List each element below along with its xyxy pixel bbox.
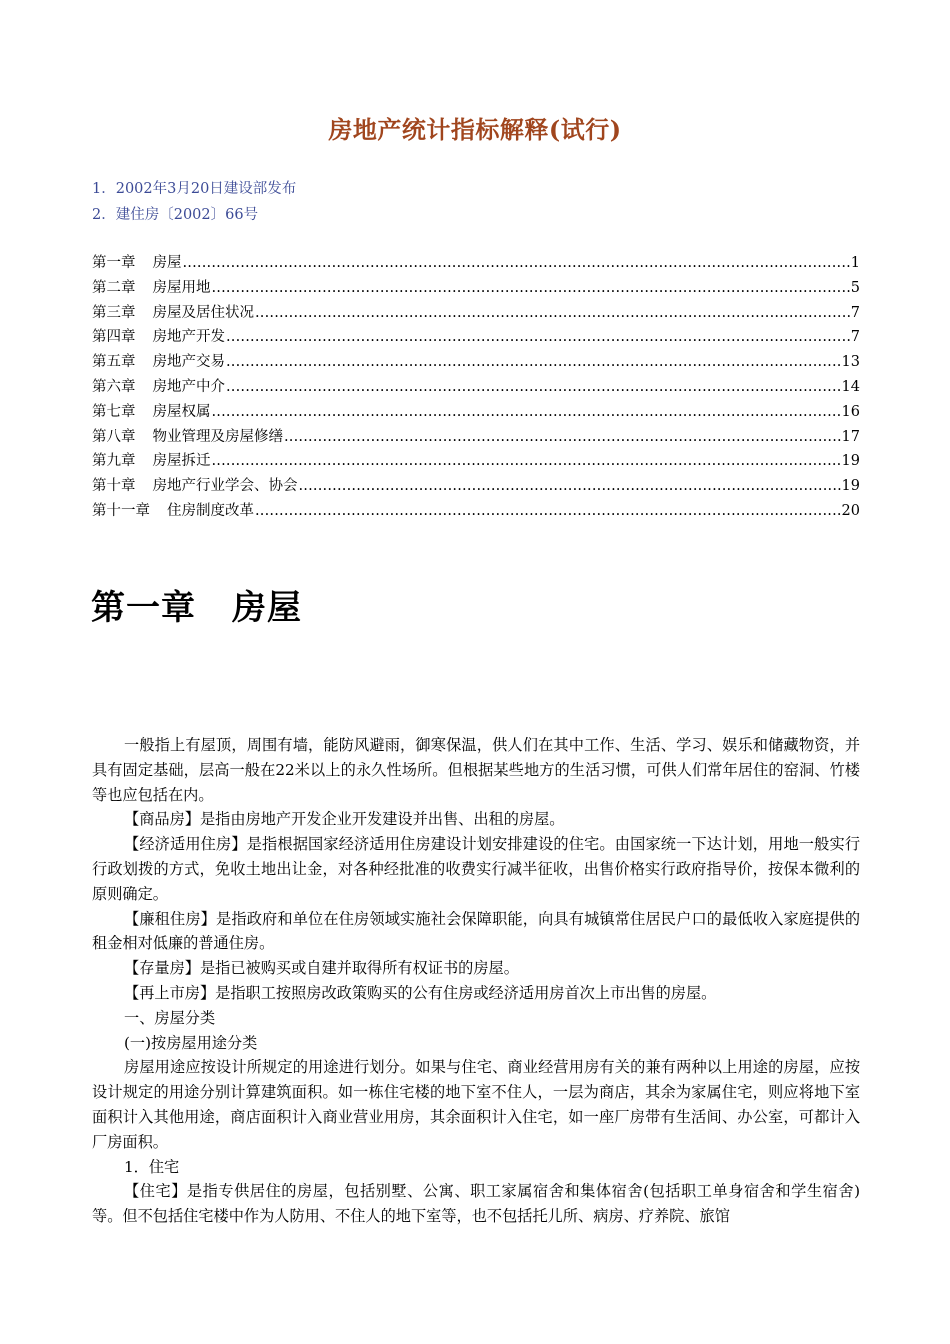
toc-leader	[212, 449, 841, 474]
toc-entry[interactable]	[92, 449, 860, 474]
toc-leader	[284, 425, 841, 450]
toc-page-number: 13	[841, 354, 860, 371]
chapter-name: 房屋	[232, 588, 302, 628]
toc-chapter-name: 住房制度改革	[167, 502, 254, 519]
toc-leader	[255, 499, 841, 524]
toc-chapter-name: 房地产开发	[152, 329, 225, 346]
toc-page-number: 17	[841, 428, 860, 445]
toc-chapter-number: 第二章	[92, 279, 136, 296]
paragraph-commercial-housing: 【商品房】是指由房地产开发企业开发建设并出售、出租的房屋。	[124, 810, 565, 829]
toc-leader	[299, 474, 841, 499]
document-meta	[92, 176, 852, 228]
toc-entry[interactable]	[92, 474, 860, 499]
toc-leader	[255, 301, 850, 326]
toc-page-number: 20	[841, 502, 860, 519]
paragraph-use-classification: 房屋用途应按设计所规定的用途进行划分。如果与住宅、商业经营用房有关的兼有两种以上用途的房屋，应按设计规定的用途分别计算建筑面积。如一栋住宅楼的地下室不住人，一层为商店，其余为家属住宅，则应将地下室面积计入其他用途，商店面积计入商业营业用房，其余面积计入住宅，如一座厂房带有生活间、办公室，可都计入厂房面积。	[92, 1058, 860, 1151]
paragraph-residential: 【住宅】是指专供居住的房屋，包括别墅、公寓、职工家属宿舍和集体宿舍(包括职工单身宿舍和学生宿舍)等。但不包括住宅楼中作为人防用、不住人的地下室等，也不包括托儿所、病房、疗养院、旅馆	[92, 1182, 860, 1226]
toc-chapter-name: 物业管理及房屋修缮	[152, 428, 283, 445]
item-heading-residential: 1．住宅	[124, 1157, 180, 1176]
toc-chapter-number: 第七章	[92, 403, 136, 420]
toc-leader	[226, 350, 841, 375]
toc-page-number: 7	[850, 329, 860, 346]
toc-entry[interactable]	[92, 301, 860, 326]
section-heading-classification: 一、房屋分类	[124, 1008, 216, 1027]
toc-page-number: 19	[841, 478, 860, 495]
paragraph-definition: 一般指上有屋顶，周围有墙，能防风避雨，御寒保温，供人们在其中工作、生活、学习、娱乐和储藏物资，并具有固定基础，层高一般在22米以上的永久性场所。但根据某些地方的生活习惯，可供人们常年居住的窑洞、竹楼等也应包括在内。	[92, 736, 860, 804]
toc-chapter-number: 第九章	[92, 453, 136, 470]
paragraph-affordable-housing: 【经济适用住房】是指根据国家经济适用住房建设计划安排建设的住宅。由国家统一下达计划，用地一般实行行政划拨的方式，免收土地出让金，对各种经批准的收费实行减半征收，出售价格实行政府指导价，按保本微利的原则确定。	[92, 835, 860, 903]
toc-entry[interactable]	[92, 499, 860, 524]
toc-chapter-number: 第十一章	[92, 502, 150, 519]
toc-page-number: 1	[850, 255, 860, 271]
toc-leader	[183, 251, 850, 276]
toc-leader	[226, 325, 850, 350]
subsection-heading-by-use: (一)按房屋用途分类	[124, 1033, 258, 1052]
toc-entry[interactable]	[92, 350, 860, 375]
toc-chapter-number: 第四章	[92, 329, 136, 346]
meta-line-release: 1．2002年3月20日建设部发布	[92, 181, 297, 197]
toc-chapter-name: 房屋	[152, 255, 182, 271]
toc-chapter-number: 第八章	[92, 428, 136, 445]
toc-entry[interactable]	[92, 425, 860, 450]
toc-page-number: 14	[841, 378, 860, 395]
document-title: 房地产统计指标解释(试行)	[328, 115, 622, 144]
toc-chapter-number: 第三章	[92, 304, 136, 321]
toc-entry[interactable]	[92, 400, 860, 425]
toc-chapter-name: 房屋拆迁	[152, 453, 211, 470]
chapter-heading	[91, 580, 302, 629]
table-of-contents	[92, 251, 860, 524]
toc-chapter-name: 房地产行业学会、协会	[152, 478, 298, 495]
toc-entry[interactable]	[92, 375, 860, 400]
chapter-number: 第一章	[91, 588, 196, 628]
toc-chapter-name: 房地产中介	[152, 378, 225, 395]
toc-leader	[226, 375, 841, 400]
toc-page-number: 7	[850, 304, 860, 321]
paragraph-existing-housing: 【存量房】是指已被购买或自建并取得所有权证书的房屋。	[124, 959, 519, 978]
toc-leader	[212, 400, 841, 425]
toc-chapter-name: 房屋用地	[152, 279, 211, 296]
toc-chapter-name: 房地产交易	[152, 354, 225, 371]
toc-chapter-name: 房屋权属	[152, 403, 211, 420]
meta-line-docnumber: 2．建住房〔2002〕66号	[92, 207, 259, 223]
toc-page-number: 5	[850, 279, 860, 296]
paragraph-resale-housing: 【再上市房】是指职工按照房改政策购买的公有住房或经济适用房首次上市出售的房屋。	[124, 983, 717, 1002]
toc-chapter-number: 第六章	[92, 378, 136, 395]
toc-page-number: 19	[841, 453, 860, 470]
paragraph-low-rent-housing: 【廉租住房】是指政府和单位在住房领域实施社会保障职能，向具有城镇常住居民户口的最低收入家庭提供的租金相对低廉的普通住房。	[92, 909, 860, 953]
toc-entry[interactable]	[92, 251, 860, 276]
toc-entry[interactable]	[92, 325, 860, 350]
toc-chapter-number: 第五章	[92, 354, 136, 371]
toc-chapter-number: 第十章	[92, 478, 136, 495]
toc-chapter-name: 房屋及居住状况	[152, 304, 254, 321]
toc-leader	[212, 276, 850, 301]
chapter-body	[92, 733, 860, 1229]
toc-page-number: 16	[841, 403, 860, 420]
toc-entry[interactable]	[92, 276, 860, 301]
toc-chapter-number: 第一章	[92, 255, 136, 271]
